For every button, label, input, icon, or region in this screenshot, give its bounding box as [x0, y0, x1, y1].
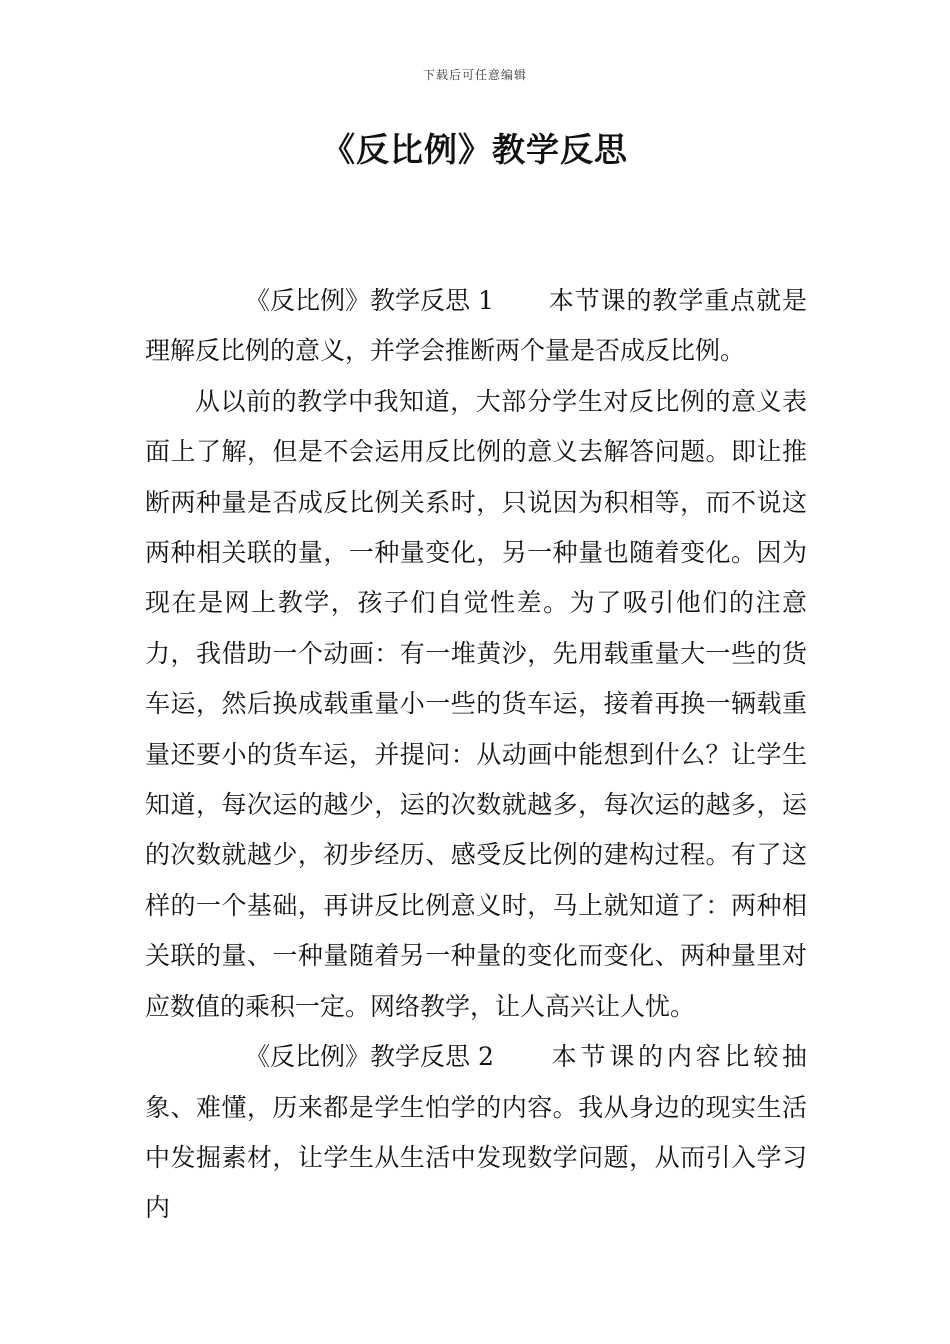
section-1-label: 《反比例》教学反思 1 — [245, 286, 494, 315]
document-body — [145, 276, 807, 1234]
header-note: 下载后可任意编辑 — [422, 68, 527, 82]
section-1-paragraph-1: 从以前的教学中我知道，大部分学生对反比例的意义表面上了解，但是不会运用反比例的意义去解答问题。即让推断两种量是否成反比例关系时，只说因为积相等，而不说这两种相关联的量，一种量变化，另一种量也随着变化。因为现在是网上教学，孩子们自觉性差。为了吸引他们的注意力，我借助一个动画：有一堆黄沙，先用载重量大一些的货车运，然后换成载重量小一些的货车运，接着再换一辆载重量还要小的货车运，并提问：从动画中能想到什么？让学生知道，每次运的越少，运的次数就越多，每次运的越多，运的次数就越少，初步经历、感受反比例的建构过程。有了这样的一个基础，再讲反比例意义时，马上就知道了：两种相关联的量、一种量随着另一种量的变化而变化、两种量里对应数值的乘积一定。网络教学，让人高兴让人忧。 — [145, 386, 807, 1021]
section-2-intro-paragraph — [145, 1032, 807, 1234]
section-1-intro-text: 本节课的教学重点就是理解反比例的意义，并学会推断两个量是否成反比例。 — [145, 286, 807, 366]
document-title: 《反比例》教学反思 — [322, 130, 628, 169]
section-2-intro-text: 本节课的内容比较抽象、难懂，历来都是学生怕学的内容。我从身边的现实生活中发掘素材，让学生从生活中发现数学问题，从而引入学习内 — [145, 1042, 807, 1223]
section-1-intro-paragraph — [145, 276, 807, 377]
section-2-label: 《反比例》教学反思 2 — [245, 1042, 494, 1072]
